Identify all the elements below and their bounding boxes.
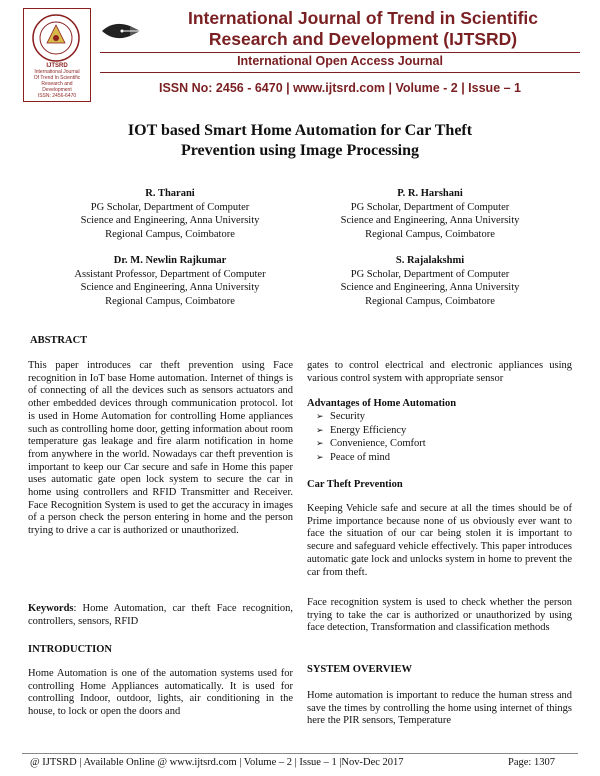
abstract-text: This paper introduces car theft prevention using Face recognition in IoT base Home automation. Internet of things is of connecting of all the devices such as sensors actuators and other embedded devices through communication protocol. Iot is used in Home Automation for controlling Home appliances such as controlling home door, getting information about room temperature gas leakage and fire alarm notification in home from anywhere in the world. Nowadays car theft prevention is important to keep our Car secure and safe in Home this paper uses automatic gate open lock system to secure the car in home using controllers and RFID Transmitter and Receiver. Face Recognition System is used to get the accuracy in images of a person check the person entering in home and the person trying to drive a car is authorized or unauthorized. bbox=[28, 360, 293, 537]
open-access-label: International Open Access Journal bbox=[237, 54, 443, 68]
author-affiliation: Science and Engineering, Anna University bbox=[340, 215, 520, 226]
list-item-text: Peace of mind bbox=[330, 451, 391, 463]
logo-line: Development bbox=[42, 87, 72, 93]
paper-title-line-2: Prevention using Image Processing bbox=[180, 142, 420, 159]
abstract-body bbox=[28, 360, 293, 538]
arrow-bullet-icon: ➢ bbox=[316, 451, 324, 462]
list-item bbox=[310, 410, 426, 424]
system-overview-body bbox=[307, 690, 572, 728]
car-theft-heading: Car Theft Prevention bbox=[307, 479, 403, 490]
introduction-text: Home Automation is one of the automation systems used for controlling Home Appliances automatically. It is used for controlling Indoor, outdoor, lights, air conditioning in the house, to lock or open the doors and bbox=[28, 668, 293, 718]
list-item bbox=[310, 424, 426, 438]
logo-line: International Journal bbox=[34, 69, 80, 75]
journal-title-line-1: International Journal of Trend in Scientific bbox=[187, 8, 539, 28]
paper-title-line-1: IOT based Smart Home Automation for Car Theft bbox=[127, 122, 473, 139]
author-name: P. R. Harshani bbox=[397, 188, 463, 199]
author-affiliation: Regional Campus, Coimbatore bbox=[365, 228, 495, 240]
author-block bbox=[40, 187, 300, 241]
header-divider bbox=[100, 72, 580, 73]
car-theft-body bbox=[307, 503, 572, 579]
footer-text[interactable]: @ IJTSRD | Available Online @ www.ijtsrd.com | Volume – 2 | Issue – 1 |Nov-Dec 2017 bbox=[30, 757, 404, 768]
logo-line: Research and bbox=[41, 81, 73, 87]
author-block bbox=[300, 254, 560, 308]
author-name: R. Tharani bbox=[145, 188, 195, 199]
logo-line: IJTSRD bbox=[46, 63, 68, 69]
keywords-label: Keywords bbox=[28, 603, 74, 614]
author-name: Dr. M. Newlin Rajkumar bbox=[113, 255, 227, 266]
advantages-list bbox=[310, 410, 426, 464]
author-name: S. Rajalakshmi bbox=[395, 255, 465, 266]
list-item-text: Convenience, Comfort bbox=[330, 438, 426, 449]
author-block bbox=[300, 187, 560, 241]
list-item bbox=[310, 451, 426, 465]
list-item bbox=[310, 437, 426, 451]
header-divider bbox=[100, 52, 580, 53]
introduction-heading: INTRODUCTION bbox=[28, 644, 113, 655]
car-theft-paragraph-2: Face recognition system is used to check whether the person trying to take the car is authorized or unauthorized by using face detection, Transformation and classification methods bbox=[307, 597, 572, 634]
author-affiliation: Regional Campus, Coimbatore bbox=[105, 228, 235, 240]
advantages-heading: Advantages of Home Automation bbox=[307, 398, 457, 409]
arrow-bullet-icon: ➢ bbox=[316, 411, 324, 421]
author-affiliation: PG Scholar, Department of Computer bbox=[350, 201, 510, 213]
author-affiliation: Science and Engineering, Anna University bbox=[80, 215, 260, 226]
author-affiliation: Regional Campus, Coimbatore bbox=[365, 295, 495, 307]
system-overview-text: Home automation is important to reduce the human stress and save the times by controlling the home using internet of things here the PIR sensors, Temperature bbox=[307, 690, 572, 727]
pen-nib-icon bbox=[100, 18, 144, 44]
abstract-heading: ABSTRACT bbox=[30, 335, 88, 346]
introduction-continued-text: gates to control electrical and electronic appliances using various control system with appropriate sensor bbox=[307, 360, 572, 384]
page-number: Page: 1307 bbox=[508, 757, 555, 768]
author-affiliation: Assistant Professor, Department of Computer bbox=[74, 268, 266, 280]
footer-divider bbox=[22, 753, 578, 754]
introduction-body bbox=[28, 668, 293, 719]
author-affiliation: Science and Engineering, Anna University bbox=[80, 282, 260, 293]
journal-logo bbox=[23, 8, 91, 102]
system-overview-heading: SYSTEM OVERVIEW bbox=[307, 664, 412, 675]
car-theft-paragraph-1: Keeping Vehicle safe and secure at all the times should be of Prime importance because none of us obviously ever want to face the situation of our car being stolen it is important to secure and safeguard vehicle effectively. This paper introduces automatic gate lock and unlocks system in home to prevent the car from theft. bbox=[307, 503, 572, 578]
paper-title bbox=[40, 121, 560, 161]
issn-line[interactable]: ISSN No: 2456 - 6470 | www.ijtsrd.com | Volume - 2 | Issue – 1 bbox=[158, 81, 521, 95]
logo-line: Of Trend In Scientific bbox=[33, 75, 81, 81]
author-affiliation: PG Scholar, Department of Computer bbox=[90, 201, 250, 213]
emblem-icon bbox=[31, 13, 81, 63]
keywords bbox=[28, 603, 293, 628]
author-affiliation: Science and Engineering, Anna University bbox=[340, 282, 520, 293]
arrow-bullet-icon: ➢ bbox=[316, 424, 324, 435]
introduction-continued bbox=[307, 360, 572, 385]
author-affiliation: Regional Campus, Coimbatore bbox=[105, 295, 235, 307]
list-item-text: Energy Efficiency bbox=[330, 424, 407, 436]
author-affiliation: PG Scholar, Department of Computer bbox=[350, 268, 510, 280]
list-item-text: Security bbox=[330, 411, 365, 422]
journal-title-line-2: Research and Development (IJTSRD) bbox=[208, 29, 518, 49]
logo-line: ISSN: 2456-6470 bbox=[37, 93, 77, 99]
keywords-text: : Home Automation, car theft Face recognition, controllers, sensors, RFID bbox=[28, 603, 293, 627]
arrow-bullet-icon: ➢ bbox=[316, 438, 324, 448]
journal-title bbox=[148, 8, 578, 50]
face-recognition-body bbox=[307, 597, 572, 635]
author-block bbox=[40, 254, 300, 308]
